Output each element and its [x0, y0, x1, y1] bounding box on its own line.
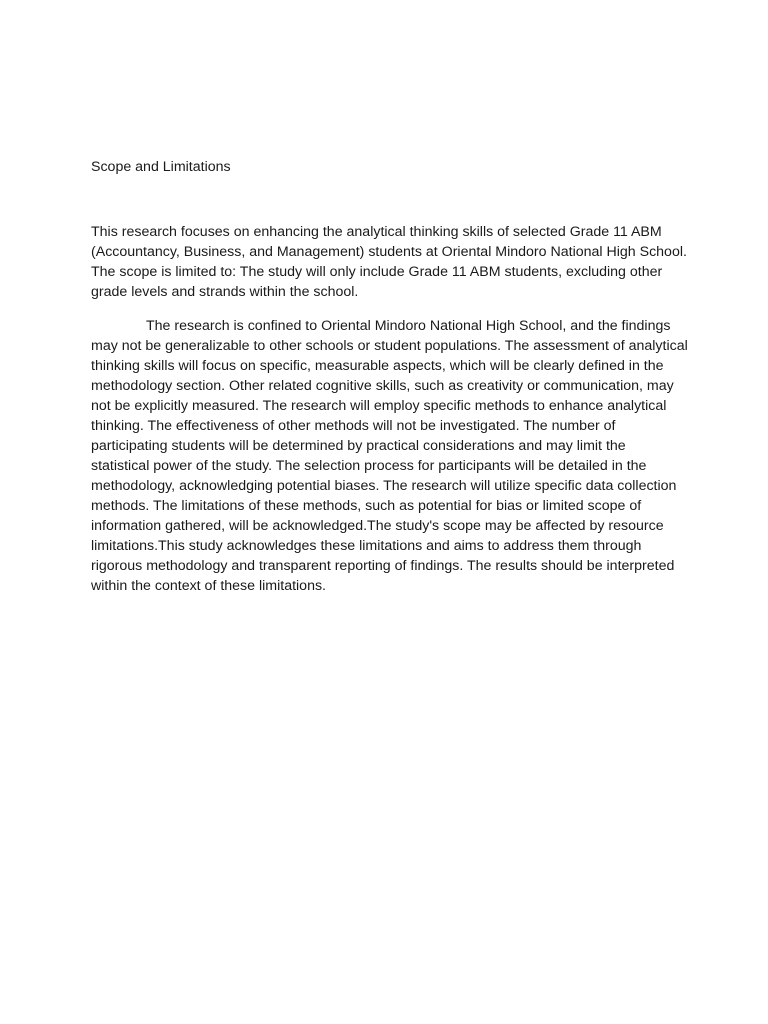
paragraph-limitations: [91, 316, 691, 596]
text-line: information gathered, will be acknowledged.The study's scope may be affected by resource: [91, 518, 664, 534]
text-line: methods. The limitations of these methods, such as potential for bias or limited scope of: [91, 498, 642, 514]
text-line: methodology, acknowledging potential biases. The research will utilize specific data collection: [91, 478, 677, 494]
text-line: thinking. The effectiveness of other methods will not be investigated. The number of: [91, 418, 616, 434]
text-line: statistical power of the study. The selection process for participants will be detailed in the: [91, 458, 647, 474]
text-line: rigorous methodology and transparent reporting of findings. The results should be interpreted: [91, 558, 675, 574]
text-line: limitations.This study acknowledges these limitations and aims to address them through: [91, 538, 642, 554]
text-line: The research is confined to Oriental Mindoro National High School, and the findings: [146, 318, 671, 334]
text-line: participating students will be determined by practical considerations and may limit the: [91, 438, 626, 454]
text-line: within the context of these limitations.: [91, 578, 327, 594]
text-line: thinking skills will focus on specific, measurable aspects, which will be clearly defined in the: [91, 358, 664, 374]
text-line: The scope is limited to: The study will only include Grade 11 ABM students, excluding other: [91, 264, 663, 280]
text-line: This research focuses on enhancing the analytical thinking skills of selected Grade 11 ABM: [91, 224, 662, 240]
text-line: may not be generalizable to other schools or student populations. The assessment of analytical: [91, 338, 688, 354]
text-line: (Accountancy, Business, and Management) students at Oriental Mindoro National High School.: [91, 244, 687, 260]
text-line: methodology section. Other related cognitive skills, such as creativity or communication, may: [91, 378, 674, 394]
text-line: not be explicitly measured. The research will employ specific methods to enhance analytical: [91, 398, 667, 414]
paragraph-scope: [91, 222, 691, 302]
section-heading: Scope and Limitations: [91, 159, 231, 175]
text-line: grade levels and strands within the school.: [91, 284, 359, 300]
